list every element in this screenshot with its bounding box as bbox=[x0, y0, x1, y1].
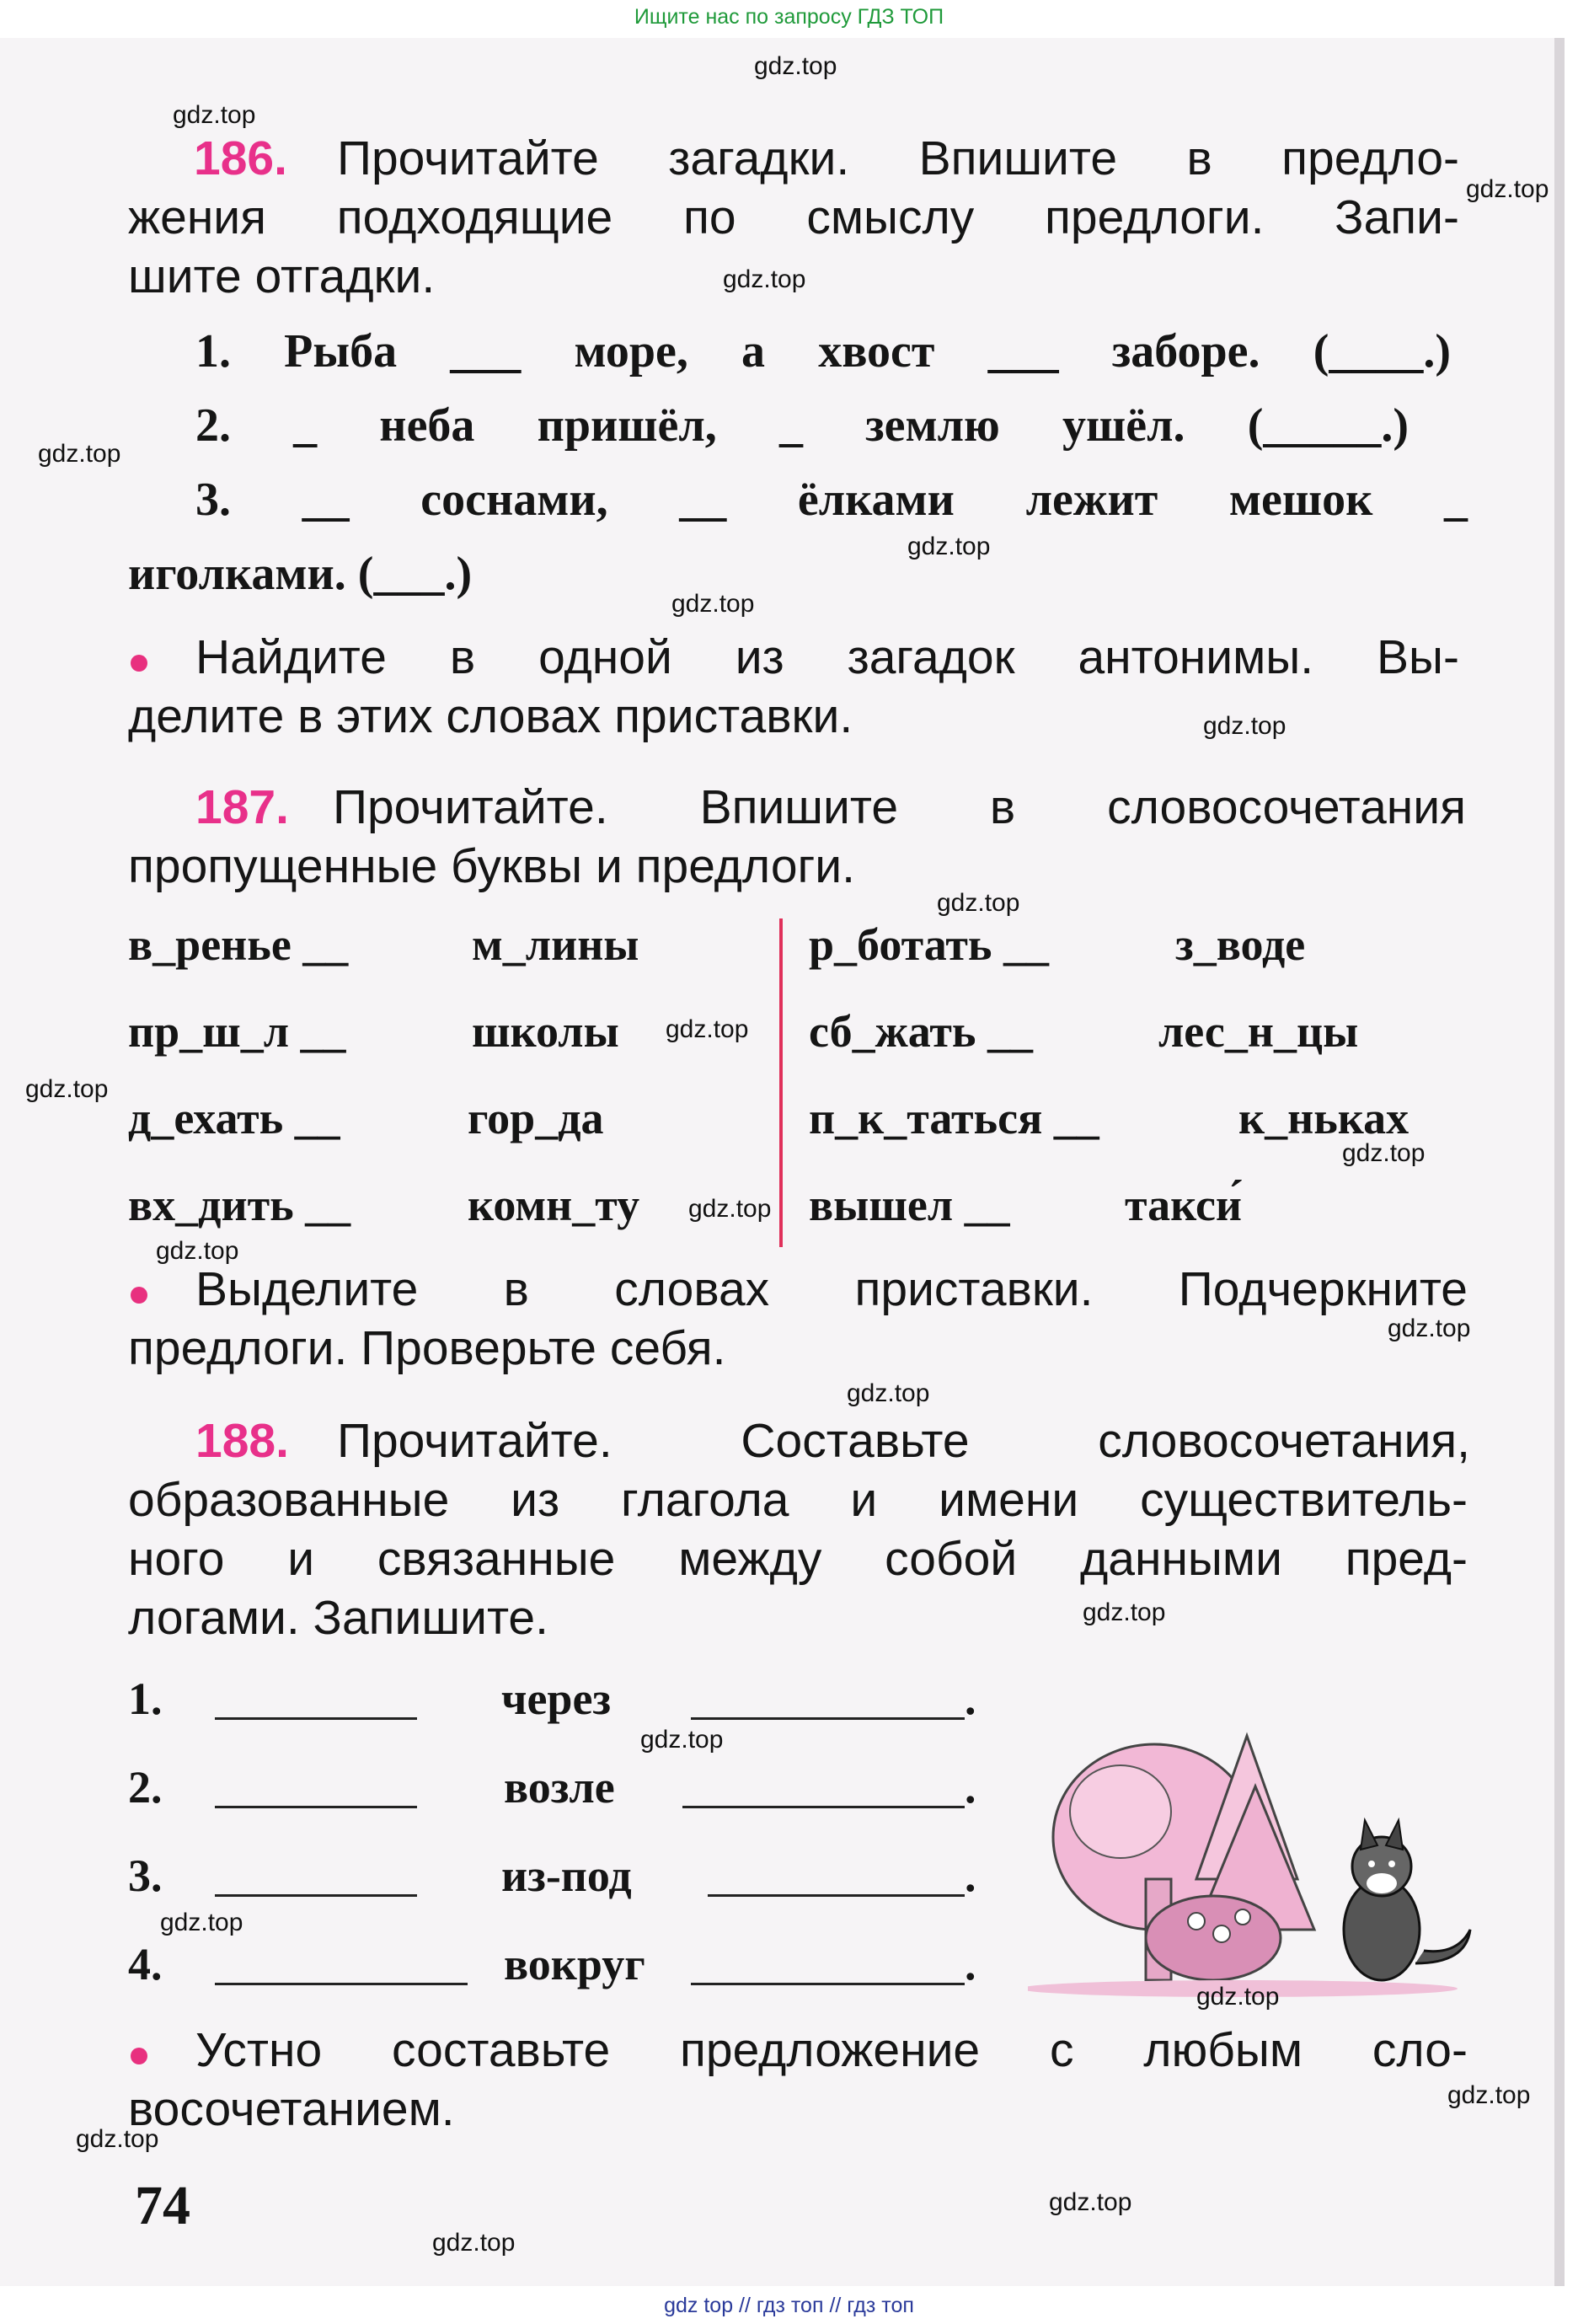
watermark: gdz.top bbox=[666, 1015, 749, 1043]
item-2-blank-left[interactable] bbox=[215, 1799, 417, 1808]
left-row-2-b: школы bbox=[472, 1006, 619, 1057]
page-number: 74 bbox=[135, 2175, 190, 2236]
watermark: gdz.top bbox=[1447, 2081, 1531, 2109]
watermark: gdz.top bbox=[688, 1195, 772, 1223]
item-3-dot: . bbox=[965, 1850, 976, 1901]
item-4-dot: . bbox=[965, 1939, 976, 1989]
ex188-text-1: Прочитайте. Составьте словосочетания, bbox=[337, 1414, 1470, 1468]
ex186-number: 186. bbox=[194, 131, 287, 185]
item-1-preposition: через bbox=[501, 1673, 612, 1724]
bullet-187 bbox=[131, 1287, 147, 1304]
ex188-task-2: восочетанием. bbox=[128, 2082, 455, 2136]
page-edge bbox=[1554, 38, 1565, 2286]
left-row-3-a: д_ехать __ bbox=[128, 1093, 340, 1143]
right-row-4-b: такси́ bbox=[1125, 1180, 1243, 1230]
item-2-preposition: возле bbox=[504, 1762, 615, 1813]
item-1-blank-right[interactable] bbox=[691, 1711, 965, 1720]
ex186-text-1: Прочитайте загадки. Впишите в предло- bbox=[337, 131, 1459, 185]
left-row-4-a: вх_дить __ bbox=[128, 1180, 351, 1230]
ex187-text-2: пропущенные буквы и предлоги. bbox=[128, 839, 855, 893]
ex186-text-3: шите отгадки. bbox=[128, 249, 436, 303]
right-row-3-a: п_к_таться __ bbox=[809, 1093, 1099, 1143]
watermark: gdz.top bbox=[1196, 1983, 1280, 2011]
watermark: gdz.top bbox=[1342, 1139, 1426, 1167]
watermark: gdz.top bbox=[173, 101, 256, 129]
item-4-preposition: вокруг bbox=[504, 1939, 645, 1989]
left-row-2-a: пр_ш_л __ bbox=[128, 1006, 346, 1057]
ex187-task-2: предлоги. Проверьте себя. bbox=[128, 1321, 726, 1375]
right-row-2-a: сб_жать __ bbox=[809, 1006, 1033, 1057]
right-row-1-b: з_воде bbox=[1175, 919, 1306, 970]
watermark: gdz.top bbox=[847, 1379, 930, 1407]
ex187-number: 187. bbox=[195, 780, 289, 834]
bullet-186 bbox=[131, 655, 147, 672]
ex188-text-2: образованные из глагола и имени существитель- bbox=[128, 1473, 1468, 1527]
watermark: gdz.top bbox=[723, 265, 806, 293]
watermark: gdz.top bbox=[156, 1237, 239, 1265]
left-row-4-b: комн_ту bbox=[468, 1180, 640, 1230]
ex188-text-3: ного и связанные между собой данными пред- bbox=[128, 1532, 1468, 1586]
riddle-3: 3. __ соснами, __ ёлками лежит мешок _ bbox=[195, 474, 1468, 526]
watermark: gdz.top bbox=[754, 52, 837, 80]
watermark: gdz.top bbox=[640, 1726, 724, 1754]
watermark: gdz.top bbox=[907, 533, 991, 560]
ex188-number: 188. bbox=[195, 1414, 289, 1468]
ex188-task-1: Устно составьте предложение с любым сло- bbox=[195, 2023, 1468, 2077]
riddle-2: 2. _ неба пришёл, _ землю ушёл. (_____.) bbox=[195, 399, 1409, 452]
watermark: gdz.top bbox=[1083, 1598, 1166, 1626]
item-4-number: 4. bbox=[128, 1939, 163, 1989]
fox-and-tree-illustration bbox=[1028, 1711, 1483, 1997]
riddle-1: 1. Рыба ___ море, а хвост ___ заборе. (____.) bbox=[195, 325, 1451, 378]
watermark: gdz.top bbox=[38, 440, 121, 468]
right-row-1-a: р_ботать __ bbox=[809, 919, 1049, 970]
bullet-188 bbox=[131, 2048, 147, 2064]
top-banner[interactable]: Ищите нас по запросу ГДЗ ТОП bbox=[634, 5, 944, 29]
watermark: gdz.top bbox=[160, 1909, 243, 1936]
item-3-blank-left[interactable] bbox=[215, 1888, 417, 1897]
watermark: gdz.top bbox=[1466, 175, 1549, 203]
item-2-dot: . bbox=[965, 1762, 976, 1813]
item-1-number: 1. bbox=[128, 1673, 163, 1724]
left-row-3-b: гор_да bbox=[468, 1093, 604, 1143]
watermark: gdz.top bbox=[1049, 2188, 1132, 2216]
item-4-blank-right[interactable] bbox=[691, 1976, 965, 1985]
item-3-preposition: из-под bbox=[501, 1850, 632, 1901]
item-4-blank-left[interactable] bbox=[215, 1976, 468, 1985]
left-row-1-b: м_лины bbox=[472, 919, 639, 970]
ex186-task-2: делите в этих словах приставки. bbox=[128, 689, 853, 743]
bottom-banner[interactable]: gdz top // гдз топ // гдз топ bbox=[664, 2294, 914, 2317]
item-3-number: 3. bbox=[128, 1850, 163, 1901]
right-row-3-b: к_ньках bbox=[1238, 1093, 1410, 1143]
watermark: gdz.top bbox=[937, 889, 1020, 917]
ex186-task-1: Найдите в одной из загадок антонимы. Вы- bbox=[195, 630, 1459, 684]
column-divider bbox=[779, 918, 783, 1247]
item-2-number: 2. bbox=[128, 1762, 163, 1813]
right-row-2-b: лес_н_цы bbox=[1158, 1006, 1359, 1057]
item-1-dot: . bbox=[965, 1673, 976, 1724]
ex188-text-4: логами. Запишите. bbox=[128, 1591, 548, 1645]
watermark: gdz.top bbox=[76, 2125, 159, 2153]
ex187-task-1: Выделите в словах приставки. Подчеркните bbox=[195, 1262, 1468, 1316]
item-2-blank-right[interactable] bbox=[682, 1799, 965, 1808]
watermark: gdz.top bbox=[1203, 712, 1286, 740]
ex186-text-2: жения подходящие по смыслу предлоги. Запи- bbox=[128, 190, 1459, 244]
ex187-text-1: Прочитайте. Впишите в словосочетания bbox=[333, 780, 1466, 834]
watermark: gdz.top bbox=[432, 2229, 516, 2257]
watermark: gdz.top bbox=[1388, 1315, 1471, 1342]
left-row-1-a: в_ренье __ bbox=[128, 919, 349, 970]
riddle-3-cont: иголками. (___.) bbox=[128, 548, 473, 600]
item-1-blank-left[interactable] bbox=[215, 1711, 417, 1720]
right-row-4-a: вышел __ bbox=[809, 1180, 1010, 1230]
fox-icon bbox=[1344, 1820, 1470, 1980]
watermark: gdz.top bbox=[671, 590, 755, 618]
watermark: gdz.top bbox=[25, 1075, 109, 1103]
item-3-blank-right[interactable] bbox=[708, 1888, 965, 1897]
